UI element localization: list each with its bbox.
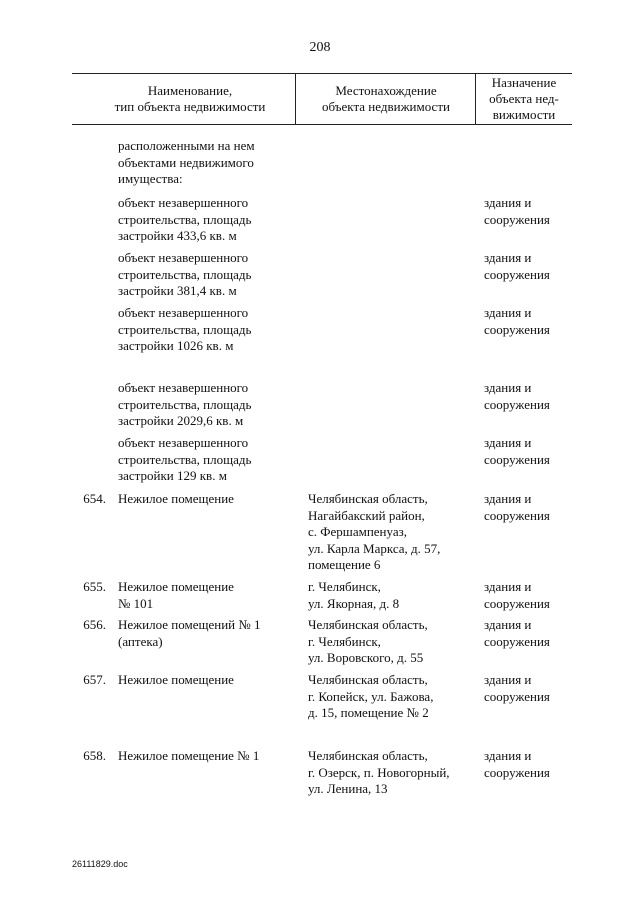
cell-line: помещение 6 <box>308 557 381 572</box>
item-name <box>118 195 288 245</box>
row-location <box>308 617 483 667</box>
cell-line: сооружения <box>484 507 550 523</box>
item-name <box>118 435 288 485</box>
cell-line: сооружения <box>484 451 550 467</box>
cell-line: строительства, площадь <box>118 451 252 467</box>
header-location-col <box>298 83 474 115</box>
cell-line: строительства, площадь <box>118 211 252 227</box>
row-number: 658. <box>83 748 106 763</box>
cell-line: строительства, площадь <box>118 396 252 412</box>
row-location <box>308 579 483 612</box>
cell-line: г. Челябинск, <box>308 579 381 594</box>
cell-line: Нежилое помещений № 1 <box>118 617 261 632</box>
header-text: Назначение <box>491 75 557 90</box>
cell-line: сооружения <box>484 688 550 704</box>
header-text: тип объекта недвижимости <box>114 99 266 114</box>
cell-line: Челябинская область, <box>308 748 428 763</box>
cell-line: Нежилое помещение <box>118 579 234 594</box>
cell-line: ул. Ленина, 13 <box>308 781 388 796</box>
item-name <box>118 380 288 430</box>
item-purpose <box>484 250 574 283</box>
cell-line: здания и <box>484 491 532 506</box>
cell-line: объект незавершенного <box>118 305 249 320</box>
cell-line: ул. Карла Маркса, д. 57, <box>308 540 441 556</box>
cell-line: строительства, площадь <box>118 266 252 282</box>
cell-line: сооружения <box>484 211 550 227</box>
row-location <box>308 748 483 798</box>
cell-line: сооружения <box>484 266 550 282</box>
cell-line: застройки 2029,6 кв. м <box>118 413 244 428</box>
cell-line: здания и <box>484 195 532 210</box>
cell-line: г. Озерск, п. Новогорный, <box>308 764 450 780</box>
cell-line: здания и <box>484 305 532 320</box>
cell-line: Челябинская область, <box>308 617 428 632</box>
cell-line: Нежилое помещение № 1 <box>118 748 260 763</box>
row-location <box>308 672 483 722</box>
cell-line: с. Фершампенуаз, <box>308 524 407 539</box>
row-purpose <box>484 491 574 524</box>
header-name-col <box>90 83 290 115</box>
cell-line: здания и <box>484 672 532 687</box>
header-text: объекта нед- <box>489 91 559 106</box>
row-purpose <box>484 672 574 705</box>
row-name <box>118 748 288 765</box>
header-purpose-col <box>476 75 572 123</box>
header-top-rule <box>72 73 572 74</box>
row-purpose <box>484 748 574 781</box>
cell-line: застройки 381,4 кв. м <box>118 283 237 298</box>
cell-line: д. 15, помещение № 2 <box>308 705 429 720</box>
row-number: 654. <box>83 491 106 506</box>
cell-line: объект незавершенного <box>118 435 249 450</box>
cell-line: объект незавершенного <box>118 380 249 395</box>
cell-line: застройки 129 кв. м <box>118 468 227 483</box>
row-number: 657. <box>83 672 106 687</box>
cell-line: объектами недвижимого <box>118 154 254 170</box>
cell-line: расположенными на нем <box>118 138 255 153</box>
footer-filename: 26111829.doc <box>72 859 128 869</box>
item-purpose <box>484 380 574 413</box>
cell-line: имущества: <box>118 171 183 186</box>
row-name <box>118 672 288 689</box>
cell-line: здания и <box>484 617 532 632</box>
page-number: 208 <box>309 40 331 55</box>
item-name <box>118 305 288 355</box>
cell-line: сооружения <box>484 764 550 780</box>
cell-line: Челябинская область, <box>308 491 428 506</box>
cell-line: ул. Воровского, д. 55 <box>308 650 424 665</box>
cell-line: застройки 433,6 кв. м <box>118 228 237 243</box>
header-text: Местонахождение <box>335 83 437 98</box>
cell-line: Челябинская область, <box>308 672 428 687</box>
cell-line: сооружения <box>484 595 550 611</box>
item-name <box>118 250 288 300</box>
header-text: вижимости <box>492 107 556 122</box>
cell-line: г. Копейск, ул. Бажова, <box>308 688 434 704</box>
cell-line: (аптека) <box>118 633 163 649</box>
header-text: объекта недвижимости <box>322 99 450 114</box>
cell-line: г. Челябинск, <box>308 633 381 649</box>
cell-line: № 101 <box>118 595 154 611</box>
row-name <box>118 491 288 508</box>
item-purpose <box>484 195 574 228</box>
header-text: Наименование, <box>147 83 233 98</box>
cell-line: строительства, площадь <box>118 321 252 337</box>
cell-line: объект незавершенного <box>118 195 249 210</box>
row-location <box>308 491 483 574</box>
cell-line: здания и <box>484 579 532 594</box>
row-name <box>118 617 288 650</box>
cell-line: сооружения <box>484 396 550 412</box>
cell-line: ул. Якорная, д. 8 <box>308 595 400 611</box>
continuation-text <box>118 138 288 188</box>
header-divider-1 <box>295 73 296 125</box>
row-name <box>118 579 288 612</box>
row-number: 656. <box>83 617 106 632</box>
row-number: 655. <box>83 579 106 594</box>
item-purpose <box>484 435 574 468</box>
row-purpose <box>484 579 574 612</box>
cell-line: здания и <box>484 748 532 763</box>
header-bottom-rule <box>72 124 572 125</box>
cell-line: здания и <box>484 380 532 395</box>
item-purpose <box>484 305 574 338</box>
cell-line: здания и <box>484 250 532 265</box>
cell-line: Нежилое помещение <box>118 491 234 506</box>
cell-line: объект незавершенного <box>118 250 249 265</box>
row-purpose <box>484 617 574 650</box>
cell-line: здания и <box>484 435 532 450</box>
cell-line: Нагайбакский район, <box>308 507 425 523</box>
cell-line: сооружения <box>484 321 550 337</box>
cell-line: застройки 1026 кв. м <box>118 338 234 353</box>
cell-line: Нежилое помещение <box>118 672 234 687</box>
cell-line: сооружения <box>484 633 550 649</box>
